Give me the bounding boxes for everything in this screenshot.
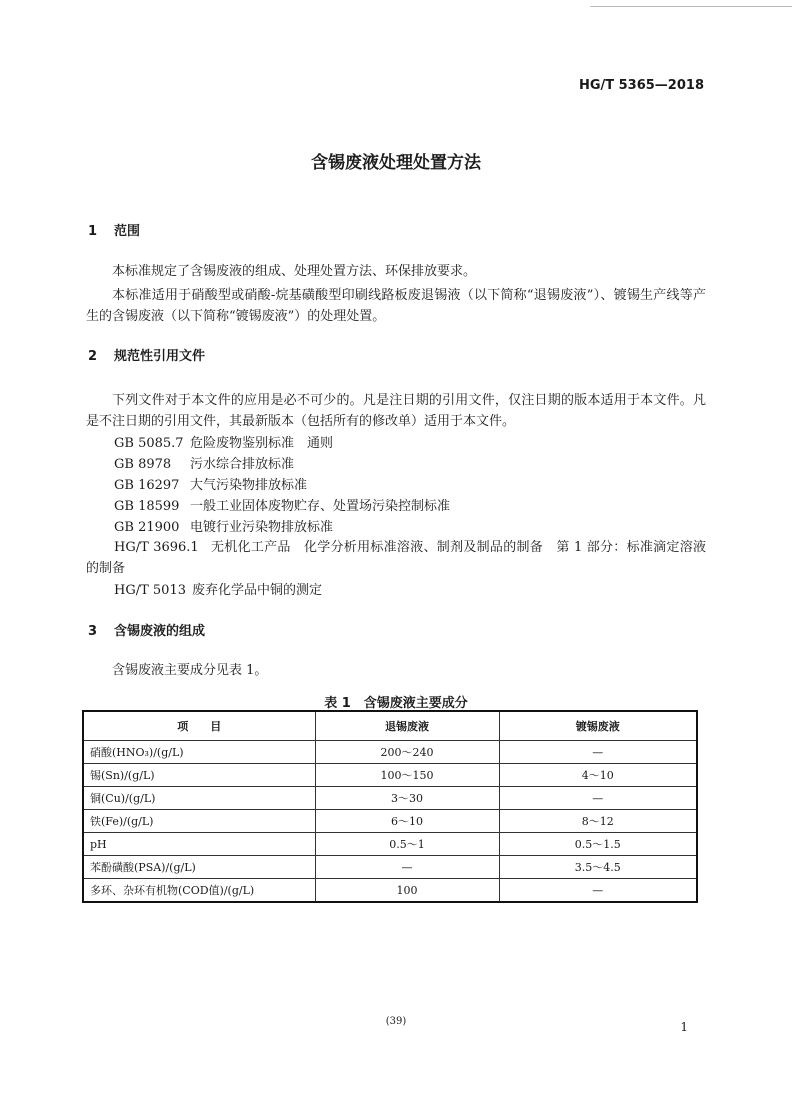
top-rule [590, 6, 792, 7]
item-cell: 铜(Cu)/(g/L) [83, 787, 315, 810]
reference-item [114, 432, 333, 451]
tin-plating-value: — [499, 879, 697, 903]
tin-stripping-value: 200～240 [315, 741, 499, 764]
page-number: 1 [680, 1020, 688, 1034]
reference-title: 危险废物鉴别标准 通则 [190, 436, 334, 451]
tin-stripping-value: 100～150 [315, 764, 499, 787]
composition-table [82, 710, 698, 903]
reference-title: 废弃化学品中铜的测定 [192, 583, 323, 598]
section-number: 1 [88, 224, 98, 239]
item-cell: 铁(Fe)/(g/L) [83, 810, 315, 833]
reference-title: 电镀行业污染物排放标准 [190, 520, 334, 535]
references-intro-paragraph: 下列文件对于本文件的应用是必不可少的。凡是注日期的引用文件，仅注日期的版本适用于本文件。凡是不注日期的引用文件，其最新版本（包括所有的修改单）适用于本文件。 [86, 393, 706, 429]
item-cell: 多环、杂环有机物(COD值)/(g/L) [83, 879, 315, 903]
table-row [83, 879, 697, 903]
reference-code: GB 18599 [114, 499, 180, 514]
tin-stripping-value: 6～10 [315, 810, 499, 833]
standard-number: HG/T 5365—2018 [578, 78, 704, 93]
tin-stripping-value: 100 [315, 879, 499, 903]
section-title: 范围 [114, 224, 141, 239]
section-1-heading [88, 220, 140, 239]
tin-plating-value: 8～12 [499, 810, 697, 833]
tin-plating-value: 3.5～4.5 [499, 856, 697, 879]
tin-plating-value: — [499, 741, 697, 764]
reference-code: GB 16297 [114, 478, 180, 493]
tin-stripping-value: — [315, 856, 499, 879]
table-row [83, 787, 697, 810]
section-2-heading [88, 345, 205, 364]
scope-paragraph-2: 本标准适用于硝酸型或硝酸-烷基磺酸型印刷线路板废退锡液（以下简称“退锡废液”）、镀锡生产线等产生的含锡废液（以下简称“镀锡废液”）的处理处置。 [86, 288, 706, 324]
item-cell: 锡(Sn)/(g/L) [83, 764, 315, 787]
reference-code: HG/T 3696.1 [114, 540, 199, 555]
reference-code: GB 8978 [114, 457, 172, 472]
reference-code: GB 21900 [114, 520, 180, 535]
table-row [83, 856, 697, 879]
section-title: 含锡废液的组成 [114, 624, 206, 639]
table-caption: 表 1 含锡废液主要成分 [324, 696, 468, 711]
table-row [83, 833, 697, 856]
reference-item [114, 579, 322, 598]
item-cell: 硝酸(HNO₃)/(g/L) [83, 741, 315, 764]
table-row [83, 810, 697, 833]
composition-intro-paragraph: 含锡废液主要成分见表 1。 [112, 663, 268, 678]
tin-plating-value: 0.5～1.5 [499, 833, 697, 856]
section-3-heading [88, 620, 205, 639]
reference-code: HG/T 5013 [114, 583, 186, 598]
table-row [83, 741, 697, 764]
section-number: 2 [88, 349, 98, 364]
tin-stripping-value: 0.5～1 [315, 833, 499, 856]
reference-item [114, 495, 450, 514]
section-title: 规范性引用文件 [114, 349, 206, 364]
table-header-row [83, 711, 697, 741]
page-label: (39) [385, 1016, 407, 1027]
reference-title: 一般工业固体废物贮存、处置场污染控制标准 [190, 499, 451, 514]
reference-code: GB 5085.7 [114, 436, 184, 451]
scope-paragraph-1: 本标准规定了含锡废液的组成、处理处置方法、环保排放要求。 [112, 264, 477, 279]
reference-title: 无机化工产品 化学分析用标准溶液、制剂及制品的制备 第 1 部分：标准滴定溶液的制备 [86, 540, 706, 576]
reference-item [114, 453, 294, 472]
item-cell: 苯酚磺酸(PSA)/(g/L) [83, 856, 315, 879]
tin-stripping-value: 3～30 [315, 787, 499, 810]
reference-item [114, 474, 307, 493]
reference-item [86, 537, 706, 579]
header-cell: 退锡废液 [315, 711, 499, 741]
reference-title: 污水综合排放标准 [190, 457, 295, 472]
reference-title: 大气污染物排放标准 [190, 478, 308, 493]
header-cell: 项 目 [83, 711, 315, 741]
tin-plating-value: — [499, 787, 697, 810]
header-cell: 镀锡废液 [499, 711, 697, 741]
document-title: 含锡废液处理处置方法 [311, 153, 481, 173]
item-cell: pH [83, 833, 315, 856]
reference-item [114, 516, 333, 535]
table-row [83, 764, 697, 787]
tin-plating-value: 4～10 [499, 764, 697, 787]
section-number: 3 [88, 624, 98, 639]
